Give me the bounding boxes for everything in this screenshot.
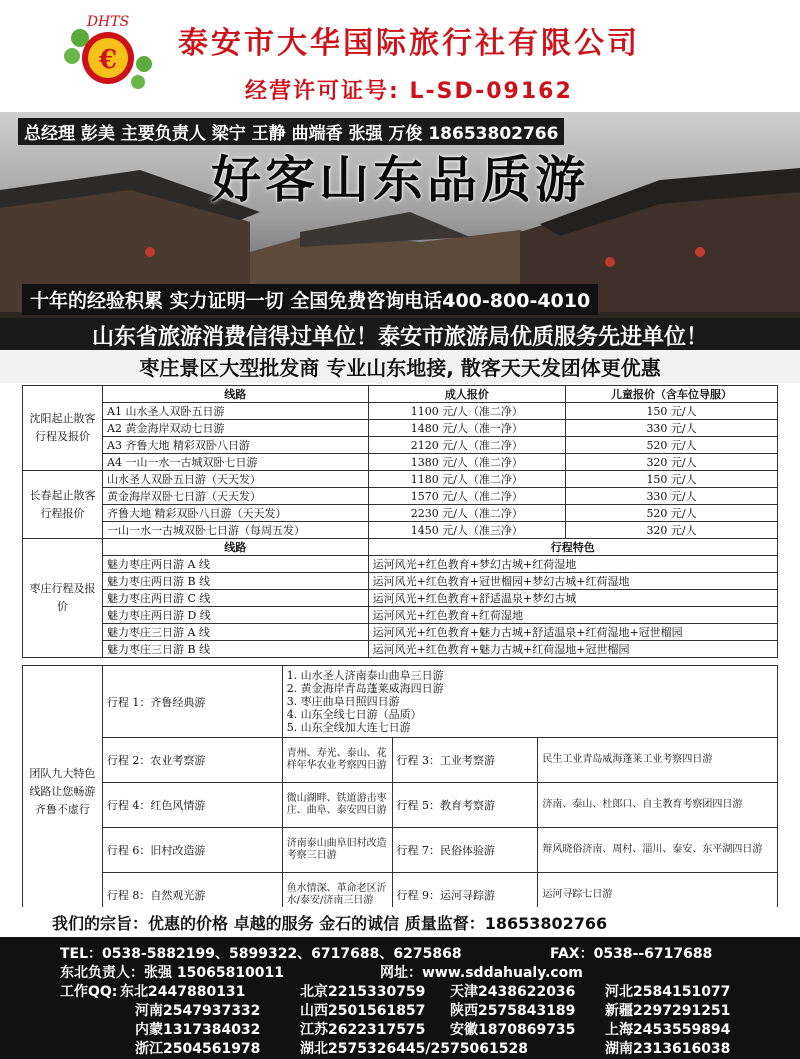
tenet-line: 我们的宗旨：优惠的价格 卓越的服务 金石的诚信 质量监督：18653802766 (52, 914, 608, 933)
wholesale-banner: 枣庄景区大型批发商 专业山东地接, 散客天天发团体更优惠 (0, 350, 800, 383)
price-table (22, 385, 778, 658)
shenyang-section-title: 沈阳起止散客行程及报价 (23, 386, 103, 471)
changchun-section-title: 长春起止散客行程报价 (23, 471, 103, 539)
table-row: 长春起止散客行程报价 山水圣人双卧五日游（天天发） 1180 元/人（准二净） 150 元/人 (23, 471, 778, 488)
qq-item: 江苏2622317575 (300, 1022, 426, 1038)
table-row: 魅力枣庄三日游 A 线 运河风光+红色教育+魅力古城+舒适温泉+红荷湿地+冠世榴园 (23, 624, 778, 641)
qq-item: 内蒙1317384032 (135, 1022, 261, 1038)
table-row: 魅力枣庄两日游 A 线 运河风光+红色教育+梦幻古城+红荷湿地 (23, 556, 778, 573)
table-row: 齐鲁大地 精彩双卧八日游（天天发） 2230 元/人（准二净） 520 元/人 (23, 505, 778, 522)
team-table (22, 665, 778, 918)
col-child: 儿童报价（含车位导服） (566, 386, 778, 403)
table-row: 魅力枣庄三日游 B 线 运河风光+红色教育+魅力古城+红荷湿地+冠世榴园 (23, 641, 778, 658)
qq-item: 陕西2575843189 (450, 1003, 576, 1019)
qq-item: 河南2547937332 (135, 1003, 261, 1019)
table-row: A3 齐鲁大地 精彩双卧八日游 2120 元/人（准二净） 520 元/人 (23, 437, 778, 454)
col-route: 线路 (103, 386, 369, 403)
company-logo (60, 8, 160, 98)
footer (0, 907, 800, 1059)
hotline-banner: 十年的经验积累 实力证明一切 全国免费咨询电话400-800-4010 (22, 284, 598, 315)
svg-text:€: € (98, 45, 118, 75)
table-row: 魅力枣庄两日游 C 线 运河风光+红色教育+舒适温泉+梦幻古城 (23, 590, 778, 607)
table-row: 团队九大特色线路让您畅游齐鲁不虚行 行程 1：齐鲁经典游 1. 山水圣人济南泰山曲阜三日游 2. 黄金海岸青岛蓬莱威海四日游 3. 枣庄曲阜日照四日游 4. 山东全线七日游（品质） 5. 山东全线加大连七日游 (23, 666, 778, 738)
northeast-contact: 东北负责人：张强 15065810011 (60, 965, 285, 981)
team-route-list: 1. 山水圣人济南泰山曲阜三日游 2. 黄金海岸青岛蓬莱威海四日游 3. 枣庄曲阜日照四日游 4. 山东全线七日游（品质） 5. 山东全线加大连七日游 (282, 666, 777, 738)
qq-item: 湖南2313616038 (605, 1041, 731, 1057)
table-row: 黄金海岸双卧七日游（天天发） 1570 元/人（准二净） 330 元/人 (23, 488, 778, 505)
slogan: 好客山东品质游 (211, 151, 589, 209)
table-row: 魅力枣庄两日游 D 线 运河风光+红色教育+红荷湿地 (23, 607, 778, 624)
qq-item: 河北2584151077 (605, 984, 731, 1000)
table-row: 魅力枣庄两日游 B 线 运河风光+红色教育+冠世榴园+梦幻古城+红荷湿地 (23, 573, 778, 590)
tel-line: TEL：0538-5882199、5899322、6717688、6275868 (60, 946, 462, 962)
zaozhuang-section-title: 枣庄行程及报价 (23, 539, 103, 658)
qq-item: 新疆2297291251 (605, 1003, 731, 1019)
team-section-title: 团队九大特色线路让您畅游齐鲁不虚行 (23, 666, 103, 918)
managers-line: 总经理 彭美 主要负责人 梁宁 王静 曲端香 张强 万俊 18653802766 (18, 118, 564, 145)
table-row: A1 山水圣人双卧五日游 1100 元/人（准二净） 150 元/人 (23, 403, 778, 420)
header (0, 0, 800, 112)
qq-label: 工作QQ: (60, 984, 118, 1000)
license-number: 经营许可证号: L-SD-09162 (245, 79, 573, 104)
fax-line: FAX：0538--6717688 (550, 946, 713, 962)
qq-item: 上海2453559894 (605, 1022, 731, 1038)
honor-banner: 山东省旅游消费信得过单位！泰安市旅游局优质服务先进单位！ (0, 318, 800, 353)
contact-panel (0, 937, 800, 1059)
table-row: 行程 6：旧村改造游 济南泰山曲阜旧村改造考察三日游 行程 7：民俗体验游 辩风晓俗济南、周村、淄川、泰安、东平湖四日游 (23, 828, 778, 873)
qq-item: 湖北2575326445/2575061528 (300, 1041, 528, 1057)
svg-text:DHTS: DHTS (86, 14, 130, 30)
table-row: A4 一山一水一古城双卧七日游 1380 元/人（准二净） 320 元/人 (23, 454, 778, 471)
website: 网址：www.sddahualy.com (380, 965, 583, 981)
table-row: 行程 2：农业考察游 青州、寿光、泰山、花样年华农业考察四日游 行程 3：工业考察游 民生工业青岛威海蓬莱工业考察四日游 (23, 738, 778, 783)
table-row: A2 黄金海岸双动七日游 1480 元/人（准一净） 330 元/人 (23, 420, 778, 437)
qq-item: 东北2447880131 (120, 984, 246, 1000)
qq-item: 浙江2504561978 (135, 1041, 261, 1057)
table-header-row (23, 386, 778, 403)
table-row: 一山一水一古城双卧七日游（每周五发） 1450 元/人（准三净） 320 元/人 (23, 522, 778, 539)
table-row: 行程 4：红色风情游 微山湖畔、铁道游击枣庄、曲阜、泰安四日游 行程 5：教育考察游 济南、泰山、杜郎口、自主教育考察团四日游 (23, 783, 778, 828)
qq-item: 天津2438622036 (450, 984, 576, 1000)
zaozhuang-header-row: 枣庄行程及报价 线路 行程特色 (23, 539, 778, 556)
qq-item: 山西2501561857 (300, 1003, 426, 1019)
qq-item: 安徽1870869735 (450, 1022, 576, 1038)
col-adult: 成人报价 (368, 386, 566, 403)
table-row: 行程 8：自然观光游 鱼水情深、革命老区沂水/泰安/济南三日游 行程 9：运河寻踪游 运河寻踪七日游 (23, 873, 778, 918)
company-name: 泰安市大华国际旅行社有限公司 (178, 26, 640, 61)
qq-item: 北京2215330759 (300, 984, 426, 1000)
